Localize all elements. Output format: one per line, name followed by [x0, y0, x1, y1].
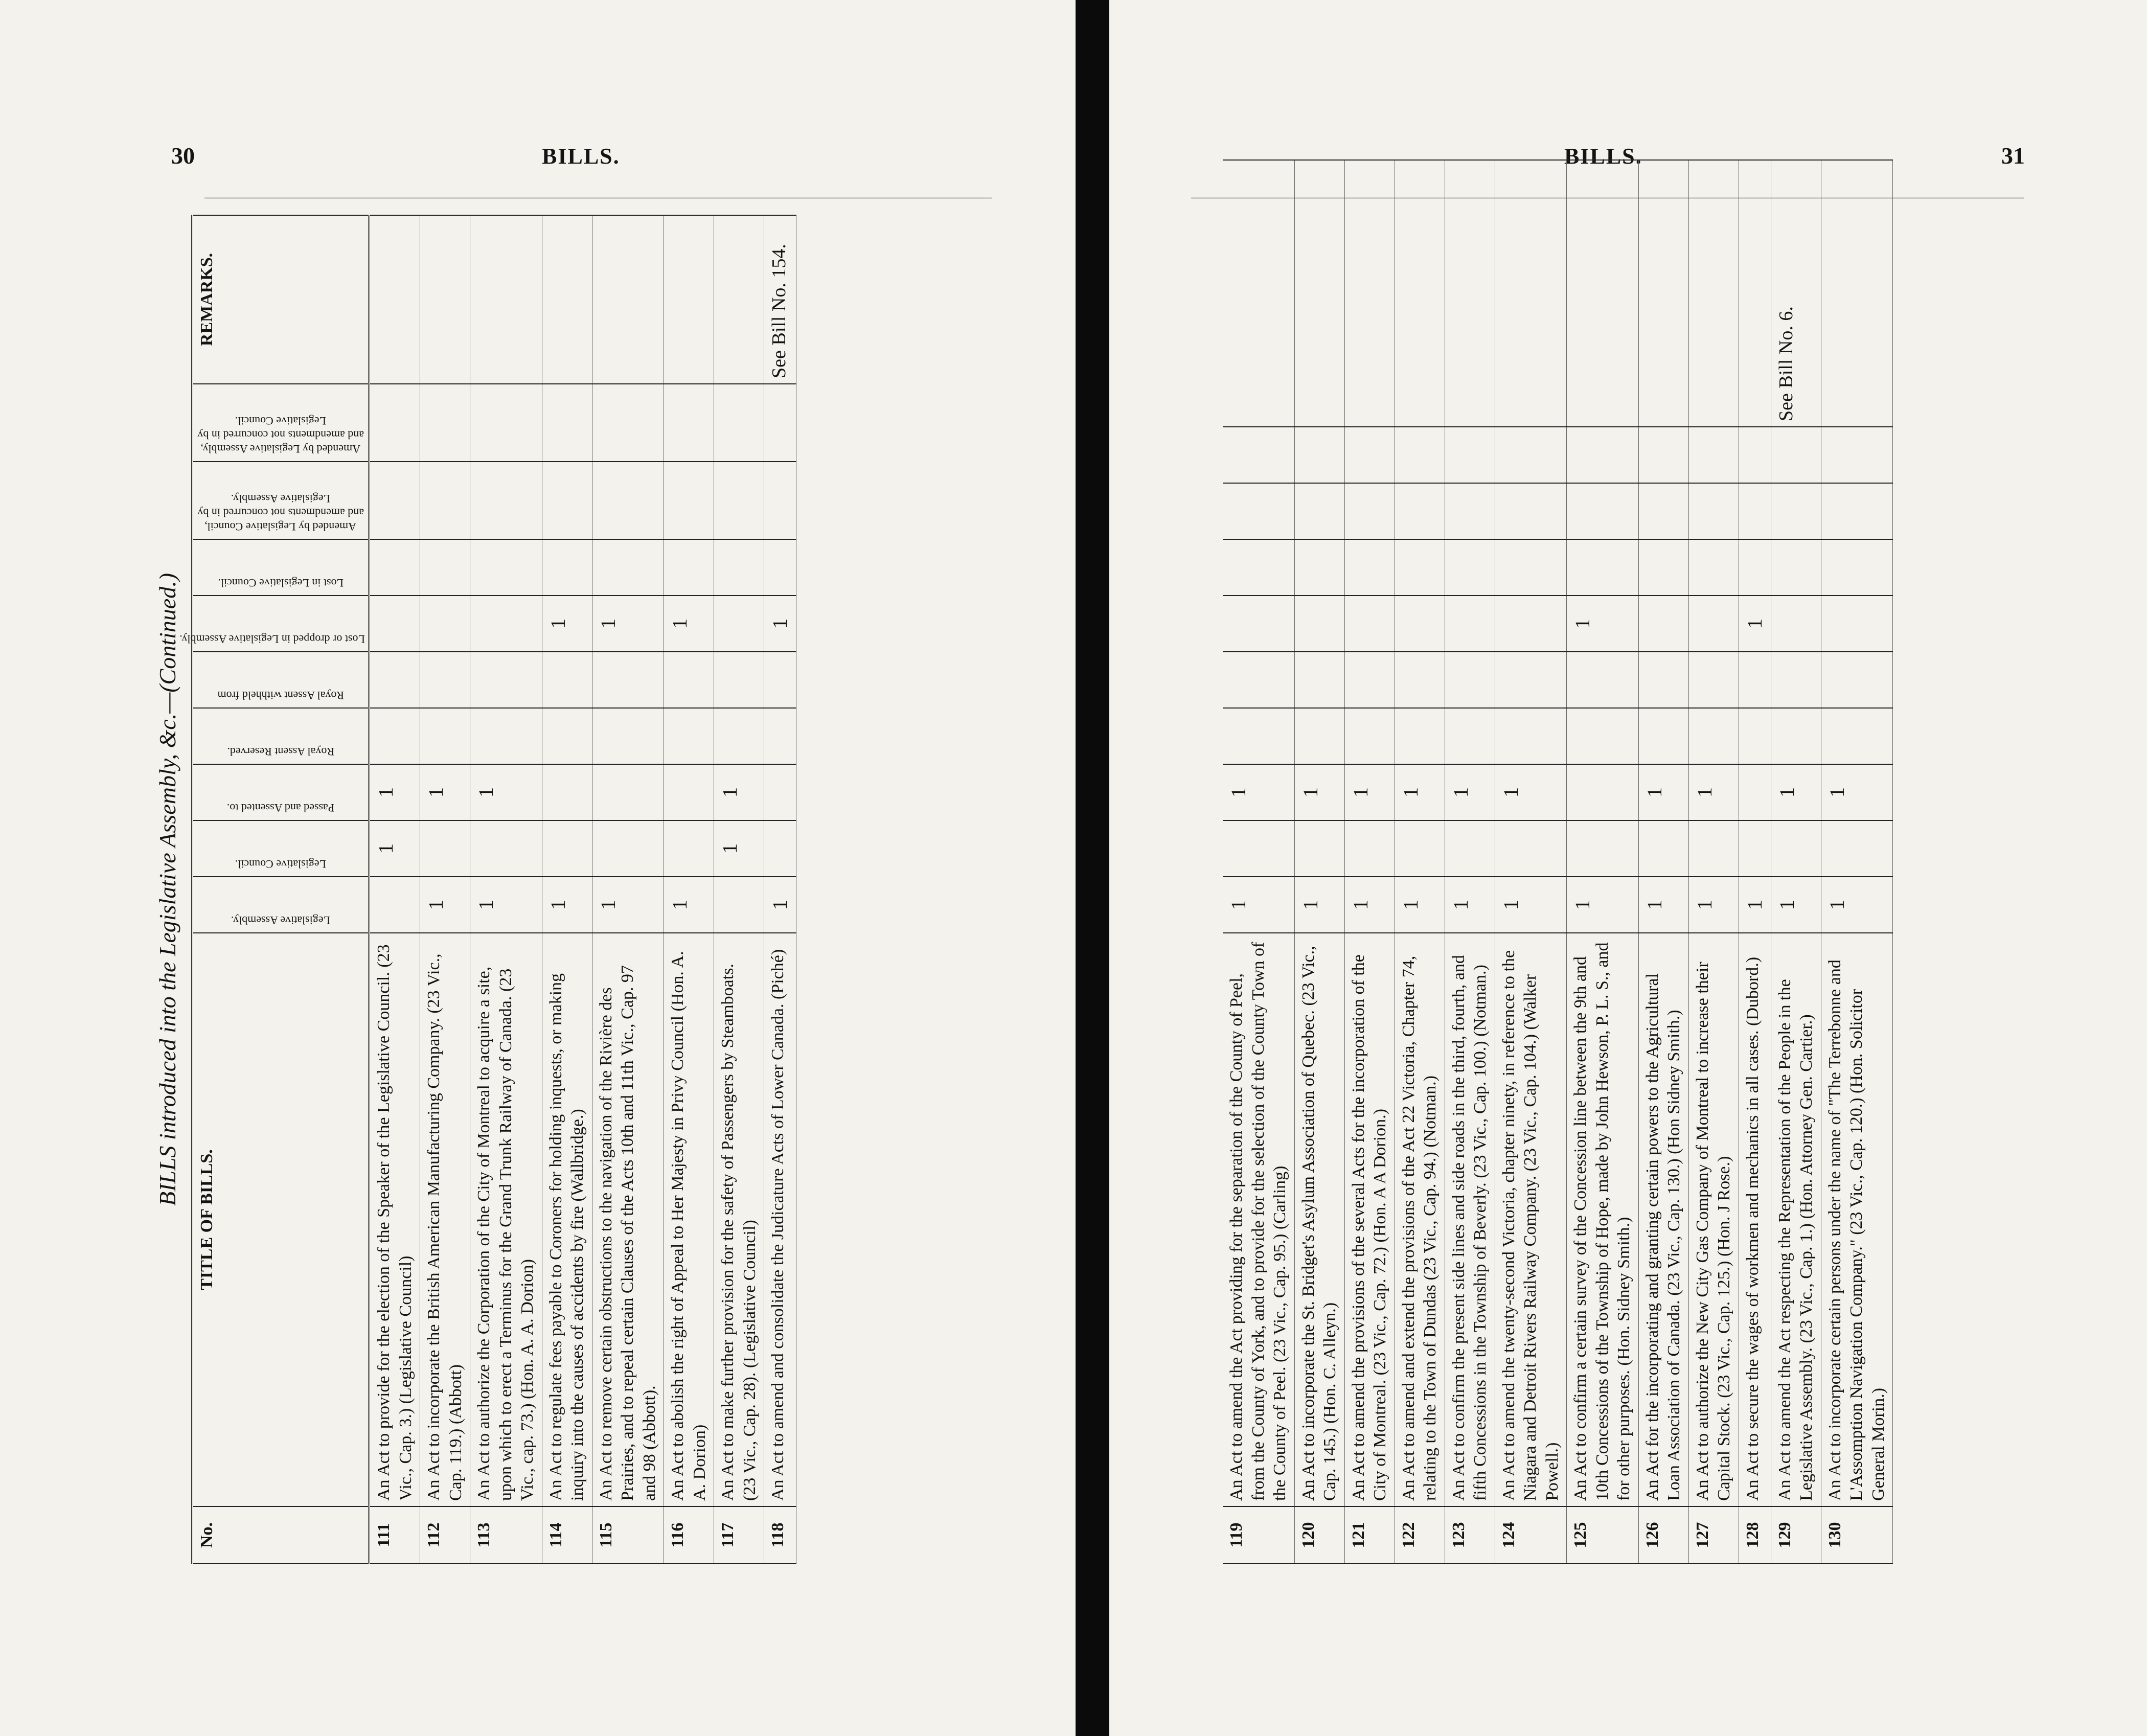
withheld-mark — [764, 652, 796, 708]
lost-lc-mark — [714, 539, 764, 596]
bill-title: An Act to amend the provisions of the several Acts for the incorporation of the City of Montreal. (23 Vic., Cap. 72.) (Hon. A A Dorion.) — [1344, 933, 1395, 1506]
reserved-mark — [1771, 708, 1821, 764]
bill-title: An Act to incorporate certain persons under the name of "The Terrebonne and L'Assomption Navigation Company." (23 Vic., Cap. 120.) (Hon. Solicitor General Morin.) — [1821, 933, 1893, 1506]
originated-la-mark: 1 — [1688, 877, 1739, 933]
reserved-mark — [1395, 708, 1445, 764]
withheld-mark — [1223, 652, 1294, 708]
amended-lc-mark — [1294, 483, 1344, 539]
reserved-mark — [1445, 708, 1495, 764]
col-lost-la-header: Lost or dropped in Legislative Assembly. — [192, 596, 369, 652]
amended-la-mark — [1567, 427, 1639, 483]
passed-mark: 1 — [1223, 764, 1294, 820]
lost-la-mark: 1 — [592, 596, 664, 652]
originated-la-mark: 1 — [1739, 877, 1771, 933]
amended-la-mark — [470, 384, 542, 462]
lost-lc-mark — [664, 539, 714, 596]
originated-la-mark: 1 — [1344, 877, 1395, 933]
reserved-mark — [470, 708, 542, 764]
bill-title: An Act to regulate fees payable to Coroners for holding inquests, or making inquiry into the causes of accidents by fire (Wallbridge.) — [542, 933, 592, 1506]
remarks-cell — [1223, 160, 1294, 427]
bill-number: 115 — [592, 1506, 664, 1564]
remarks-cell — [420, 215, 470, 384]
remarks-cell — [369, 215, 420, 384]
bill-number: 117 — [714, 1506, 764, 1564]
originated-lc-mark — [764, 820, 796, 877]
withheld-mark — [714, 652, 764, 708]
bill-title: An Act to abolish the right of Appeal to Her Majesty in Privy Council (Hon. A. A. Dorion) — [664, 933, 714, 1506]
remarks-cell: See Bill No. 154. — [764, 215, 796, 384]
originated-lc-mark — [420, 820, 470, 877]
right-page-number: 31 — [2001, 143, 2025, 169]
table-row — [1445, 160, 1495, 1564]
amended-lc-mark — [1344, 483, 1395, 539]
originated-la-mark: 1 — [420, 877, 470, 933]
lost-lc-mark — [542, 539, 592, 596]
remarks-cell — [664, 215, 714, 384]
lost-lc-mark — [1395, 539, 1445, 596]
bill-title: An Act to incorporate the St. Bridget's Asylum Association of Quebec. (23 Vic., Cap. 145.) (Hon. C. Alleyn.) — [1294, 933, 1344, 1506]
originated-la-mark: 1 — [1771, 877, 1821, 933]
passed-mark: 1 — [1638, 764, 1688, 820]
table-row — [1567, 160, 1639, 1564]
passed-mark: 1 — [1495, 764, 1567, 820]
amended-lc-mark — [1739, 483, 1771, 539]
amended-la-mark — [1445, 427, 1495, 483]
amended-la-mark — [1294, 427, 1344, 483]
table-row — [542, 215, 592, 1564]
remarks-cell — [542, 215, 592, 384]
withheld-mark — [1395, 652, 1445, 708]
table-caption: BILLS introduced into the Legislative Assembly, &c.—(Continued.) — [154, 573, 180, 1206]
remarks-cell — [1294, 160, 1344, 427]
bill-title: An Act to authorize the New City Gas Company of Montreal to increase their Capital Stock. (23 Vic., Cap. 125.) (Hon. J Rose.) — [1688, 933, 1739, 1506]
withheld-mark — [1445, 652, 1495, 708]
bill-number: 127 — [1688, 1506, 1739, 1564]
reserved-mark — [1294, 708, 1344, 764]
passed-mark: 1 — [420, 764, 470, 820]
amended-lc-mark — [1567, 483, 1639, 539]
lost-lc-mark — [470, 539, 542, 596]
passed-mark — [592, 764, 664, 820]
bill-number: 130 — [1821, 1506, 1893, 1564]
bill-title: An Act to confirm the present side lines and side roads in the third, fourth, and fifth Concessions in the Township of Beverly. (23 Vic., Cap. 100.) (Notman.) — [1445, 933, 1495, 1506]
originated-la-mark: 1 — [1395, 877, 1445, 933]
originated-la-mark: 1 — [664, 877, 714, 933]
reserved-mark — [542, 708, 592, 764]
passed-mark: 1 — [470, 764, 542, 820]
bill-number: 126 — [1638, 1506, 1688, 1564]
left-running-head: BILLS. — [542, 144, 620, 169]
amended-lc-mark — [1223, 483, 1294, 539]
lost-la-mark — [1344, 596, 1395, 652]
originated-lc-mark — [1567, 820, 1639, 877]
amended-la-mark — [542, 384, 592, 462]
originated-la-mark: 1 — [1638, 877, 1688, 933]
originated-lc-mark — [1495, 820, 1567, 877]
withheld-mark — [1344, 652, 1395, 708]
remarks-cell — [1344, 160, 1395, 427]
amended-lc-mark — [470, 462, 542, 539]
bill-number: 125 — [1567, 1506, 1639, 1564]
withheld-mark — [1294, 652, 1344, 708]
reserved-mark — [714, 708, 764, 764]
table-row — [1344, 160, 1395, 1564]
lost-la-mark — [1294, 596, 1344, 652]
amended-la-mark — [664, 384, 714, 462]
passed-mark: 1 — [1771, 764, 1821, 820]
bill-title: An Act to amend the twenty-second Victoria, chapter ninety, in reference to the Niagara and Detroit Rivers Railway Company. (23 Vic., Cap. 104.) (Walker Powell.) — [1495, 933, 1567, 1506]
amended-la-mark — [714, 384, 764, 462]
bill-number: 114 — [542, 1506, 592, 1564]
lost-lc-mark — [1344, 539, 1395, 596]
col-reserved-header: Royal Assent Reserved. — [192, 708, 369, 764]
bill-number: 123 — [1445, 1506, 1495, 1564]
reserved-mark — [1688, 708, 1739, 764]
amended-la-mark — [1771, 427, 1821, 483]
amended-lc-mark — [1445, 483, 1495, 539]
passed-mark: 1 — [714, 764, 764, 820]
table-row — [1688, 160, 1739, 1564]
amended-la-mark — [1821, 427, 1893, 483]
passed-mark: 1 — [1688, 764, 1739, 820]
originated-lc-mark — [1688, 820, 1739, 877]
passed-mark: 1 — [1395, 764, 1445, 820]
bill-title: An Act to provide for the election of the Speaker of the Legislative Council. (23 Vic., Cap. 3.) (Legislative Council) — [369, 933, 420, 1506]
amended-lc-mark — [714, 462, 764, 539]
lost-lc-mark — [1771, 539, 1821, 596]
withheld-mark — [1567, 652, 1639, 708]
remarks-cell — [1495, 160, 1567, 427]
right-page — [1109, 0, 2147, 1736]
lost-lc-mark — [1223, 539, 1294, 596]
left-table-body — [369, 215, 796, 1564]
lost-lc-mark — [420, 539, 470, 596]
originated-la-mark: 1 — [1445, 877, 1495, 933]
reserved-mark — [1223, 708, 1294, 764]
amended-la-mark — [420, 384, 470, 462]
table-row — [714, 215, 764, 1564]
lost-la-mark: 1 — [1739, 596, 1771, 652]
originated-lc-mark — [470, 820, 542, 877]
withheld-mark — [664, 652, 714, 708]
withheld-mark — [592, 652, 664, 708]
lost-lc-mark — [1821, 539, 1893, 596]
bill-number: 112 — [420, 1506, 470, 1564]
remarks-cell — [714, 215, 764, 384]
bill-number: 129 — [1771, 1506, 1821, 1564]
table-row — [1771, 160, 1821, 1564]
amended-lc-mark — [1495, 483, 1567, 539]
left-rotated-table — [151, 215, 796, 1564]
originated-la-mark: 1 — [470, 877, 542, 933]
lost-la-mark — [369, 596, 420, 652]
amended-lc-mark — [1771, 483, 1821, 539]
originated-la-mark — [369, 877, 420, 933]
originated-la-mark — [714, 877, 764, 933]
amended-la-mark — [1395, 427, 1445, 483]
originated-la-mark: 1 — [1294, 877, 1344, 933]
reserved-mark — [369, 708, 420, 764]
remarks-cell — [1395, 160, 1445, 427]
passed-mark — [764, 764, 796, 820]
originated-lc-mark — [1739, 820, 1771, 877]
remarks-cell: See Bill No. 6. — [1771, 160, 1821, 427]
originated-lc-mark — [1344, 820, 1395, 877]
originated-lc-mark: 1 — [369, 820, 420, 877]
col-amended-la-header: Amended by Legislative Assembly, and amendments not concurred in by Legislative Council. — [192, 384, 369, 462]
col-title-header: TITLE OF BILLS. — [192, 933, 369, 1506]
amended-la-mark — [1688, 427, 1739, 483]
remarks-cell — [1445, 160, 1495, 427]
col-no-header: No. — [192, 1506, 369, 1564]
book-gutter — [1076, 0, 1109, 1736]
amended-lc-mark — [1821, 483, 1893, 539]
amended-lc-mark — [369, 462, 420, 539]
remarks-cell — [1688, 160, 1739, 427]
reserved-mark — [1495, 708, 1567, 764]
lost-la-mark — [714, 596, 764, 652]
left-page-number: 30 — [171, 143, 195, 169]
bill-title: An Act to amend and consolidate the Judicature Acts of Lower Canada. (Piché) — [764, 933, 796, 1506]
passed-mark: 1 — [1821, 764, 1893, 820]
reserved-mark — [1821, 708, 1893, 764]
lost-la-mark: 1 — [1567, 596, 1639, 652]
originated-la-mark: 1 — [542, 877, 592, 933]
remarks-cell — [1638, 160, 1688, 427]
table-row — [764, 215, 796, 1564]
amended-lc-mark — [664, 462, 714, 539]
withheld-mark — [1821, 652, 1893, 708]
lost-la-mark — [1395, 596, 1445, 652]
bill-title: An Act to remove certain obstructions to the navigation of the Rivière des Prairies, and to repeal certain Clauses of the Acts 10th and 11th Vic., Cap. 97 and 98 (Abbott). — [592, 933, 664, 1506]
right-running-head: BILLS. — [1564, 144, 1642, 169]
left-top-rule — [204, 197, 992, 198]
originated-lc-mark — [542, 820, 592, 877]
reserved-mark — [1344, 708, 1395, 764]
col-amended-lc-header: Amended by Legislative Council, and amendments not concurred in by Legislative Assembly. — [192, 462, 369, 539]
lost-la-mark — [1445, 596, 1495, 652]
remarks-cell — [592, 215, 664, 384]
amended-lc-mark — [1395, 483, 1445, 539]
table-row — [1638, 160, 1688, 1564]
originated-lc-mark — [1294, 820, 1344, 877]
withheld-mark — [420, 652, 470, 708]
withheld-mark — [1495, 652, 1567, 708]
originated-lc-mark — [664, 820, 714, 877]
passed-mark: 1 — [1294, 764, 1344, 820]
bill-title: An Act to secure the wages of workmen and mechanics in all cases. (Dubord.) — [1739, 933, 1771, 1506]
reserved-mark — [1739, 708, 1771, 764]
originated-lc-mark — [1223, 820, 1294, 877]
remarks-cell — [1739, 160, 1771, 427]
bill-number: 113 — [470, 1506, 542, 1564]
col-remarks-header: REMARKS. — [192, 215, 369, 384]
lost-la-mark — [1688, 596, 1739, 652]
lost-la-mark — [1223, 596, 1294, 652]
lost-la-mark — [1638, 596, 1688, 652]
col-lc-header: Legislative Council. — [192, 820, 369, 877]
bill-number: 116 — [664, 1506, 714, 1564]
table-row — [369, 215, 420, 1564]
passed-mark: 1 — [1445, 764, 1495, 820]
passed-mark — [1567, 764, 1639, 820]
bills-table-left — [179, 215, 796, 1564]
amended-la-mark — [592, 384, 664, 462]
originated-lc-mark — [1821, 820, 1893, 877]
lost-la-mark: 1 — [764, 596, 796, 652]
lost-la-mark — [420, 596, 470, 652]
table-row — [1821, 160, 1893, 1564]
right-table-body — [1223, 160, 1893, 1564]
passed-mark — [1739, 764, 1771, 820]
passed-mark — [542, 764, 592, 820]
table-row — [664, 215, 714, 1564]
reserved-mark — [592, 708, 664, 764]
lost-lc-mark — [1567, 539, 1639, 596]
withheld-mark — [1688, 652, 1739, 708]
originated-lc-mark: 1 — [714, 820, 764, 877]
bill-number: 111 — [369, 1506, 420, 1564]
originated-lc-mark — [1638, 820, 1688, 877]
lost-lc-mark — [1688, 539, 1739, 596]
table-row — [592, 215, 664, 1564]
withheld-mark — [1638, 652, 1688, 708]
lost-lc-mark — [764, 539, 796, 596]
passed-mark: 1 — [1344, 764, 1395, 820]
withheld-mark — [470, 652, 542, 708]
amended-lc-mark — [1688, 483, 1739, 539]
amended-lc-mark — [542, 462, 592, 539]
passed-mark — [664, 764, 714, 820]
bill-title: An Act to amend and extend the provisions of the Act 22 Victoria, Chapter 74, relating to the Town of Dundas (23 Vic., Cap. 94.) (Notman.) — [1395, 933, 1445, 1506]
withheld-mark — [542, 652, 592, 708]
bill-number: 122 — [1395, 1506, 1445, 1564]
passed-mark: 1 — [369, 764, 420, 820]
amended-la-mark — [1344, 427, 1395, 483]
bill-title: An Act to amend the Act respecting the Representation of the People in the Legislative Assembly. (23 Vic., Cap. 1.) (Hon. Attorney Gen. Cartier.) — [1771, 933, 1821, 1506]
bills-table-right — [1223, 159, 1893, 1564]
originated-la-mark: 1 — [1495, 877, 1567, 933]
bill-number: 119 — [1223, 1506, 1294, 1564]
bill-title: An Act to incorporate the British American Manufacturing Company. (23 Vic., Cap. 119.) (Abbott) — [420, 933, 470, 1506]
lost-lc-mark — [1294, 539, 1344, 596]
table-row — [1739, 160, 1771, 1564]
table-header-row — [192, 215, 369, 1564]
remarks-cell — [1821, 160, 1893, 427]
reserved-mark — [764, 708, 796, 764]
bill-title: An Act to confirm a certain survey of the Concession line between the 9th and 10th Concessions of the Township of Hope, made by John Hewson, P. L. S., and for other purposes. (Hon. Sidney Smith.) — [1567, 933, 1639, 1506]
table-row — [1223, 160, 1294, 1564]
originated-la-mark: 1 — [1821, 877, 1893, 933]
lost-lc-mark — [1739, 539, 1771, 596]
originated-la-mark: 1 — [1567, 877, 1639, 933]
table-row — [1395, 160, 1445, 1564]
bill-title: An Act to authorize the Corporation of the City of Montreal to acquire a site, upon which to erect a Terminus for the Grand Trunk Railway of Canada. (23 Vic., cap. 73.) (Hon. A. A. Dorion) — [470, 933, 542, 1506]
right-rotated-table — [1186, 159, 1893, 1564]
amended-la-mark — [369, 384, 420, 462]
lost-lc-mark — [1638, 539, 1688, 596]
amended-la-mark — [1223, 427, 1294, 483]
table-row — [1294, 160, 1344, 1564]
originated-lc-mark — [1771, 820, 1821, 877]
remarks-cell — [1567, 160, 1639, 427]
amended-lc-mark — [764, 462, 796, 539]
table-row — [420, 215, 470, 1564]
lost-lc-mark — [1445, 539, 1495, 596]
col-lost-lc-header: Lost in Legislative Council. — [192, 539, 369, 596]
originated-lc-mark — [1445, 820, 1495, 877]
bill-title: An Act to amend the Act providing for the separation of the County of Peel, from the County of York, and to provide for the selection of the County Town of the County of Peel. (23 Vic., Cap. 95.) (Carling) — [1223, 933, 1294, 1506]
withheld-mark — [1739, 652, 1771, 708]
amended-lc-mark — [592, 462, 664, 539]
amended-la-mark — [764, 384, 796, 462]
reserved-mark — [420, 708, 470, 764]
amended-la-mark — [1638, 427, 1688, 483]
bill-number: 124 — [1495, 1506, 1567, 1564]
lost-la-mark — [470, 596, 542, 652]
lost-la-mark — [1771, 596, 1821, 652]
reserved-mark — [1638, 708, 1688, 764]
bill-number: 120 — [1294, 1506, 1344, 1564]
col-withheld-header: Royal Assent withheld from — [192, 652, 369, 708]
originated-lc-mark — [1395, 820, 1445, 877]
bill-number: 128 — [1739, 1506, 1771, 1564]
originated-la-mark: 1 — [764, 877, 796, 933]
amended-lc-mark — [1638, 483, 1688, 539]
col-passed-header: Passed and Assented to. — [192, 764, 369, 820]
lost-la-mark: 1 — [542, 596, 592, 652]
col-la-header: Legislative Assembly. — [192, 877, 369, 933]
reserved-mark — [1567, 708, 1639, 764]
lost-lc-mark — [592, 539, 664, 596]
lost-la-mark — [1821, 596, 1893, 652]
bill-title: An Act for the incorporating and granting certain powers to the Agricultural Loan Association of Canada. (23 Vic., Cap. 130.) (Hon Sidney Smith.) — [1638, 933, 1688, 1506]
amended-lc-mark — [420, 462, 470, 539]
table-row — [1495, 160, 1567, 1564]
amended-la-mark — [1495, 427, 1567, 483]
remarks-cell — [470, 215, 542, 384]
amended-la-mark — [1739, 427, 1771, 483]
originated-lc-mark — [592, 820, 664, 877]
originated-la-mark: 1 — [1223, 877, 1294, 933]
lost-la-mark: 1 — [664, 596, 714, 652]
bill-number: 121 — [1344, 1506, 1395, 1564]
lost-lc-mark — [1495, 539, 1567, 596]
table-row — [470, 215, 542, 1564]
withheld-mark — [369, 652, 420, 708]
bill-number: 118 — [764, 1506, 796, 1564]
lost-lc-mark — [369, 539, 420, 596]
lost-la-mark — [1495, 596, 1567, 652]
withheld-mark — [1771, 652, 1821, 708]
bill-title: An Act to make further provision for the safety of Passengers by Steamboats. (23 Vic., Cap. 28). (Legislative Council) — [714, 933, 764, 1506]
reserved-mark — [664, 708, 714, 764]
originated-la-mark: 1 — [592, 877, 664, 933]
